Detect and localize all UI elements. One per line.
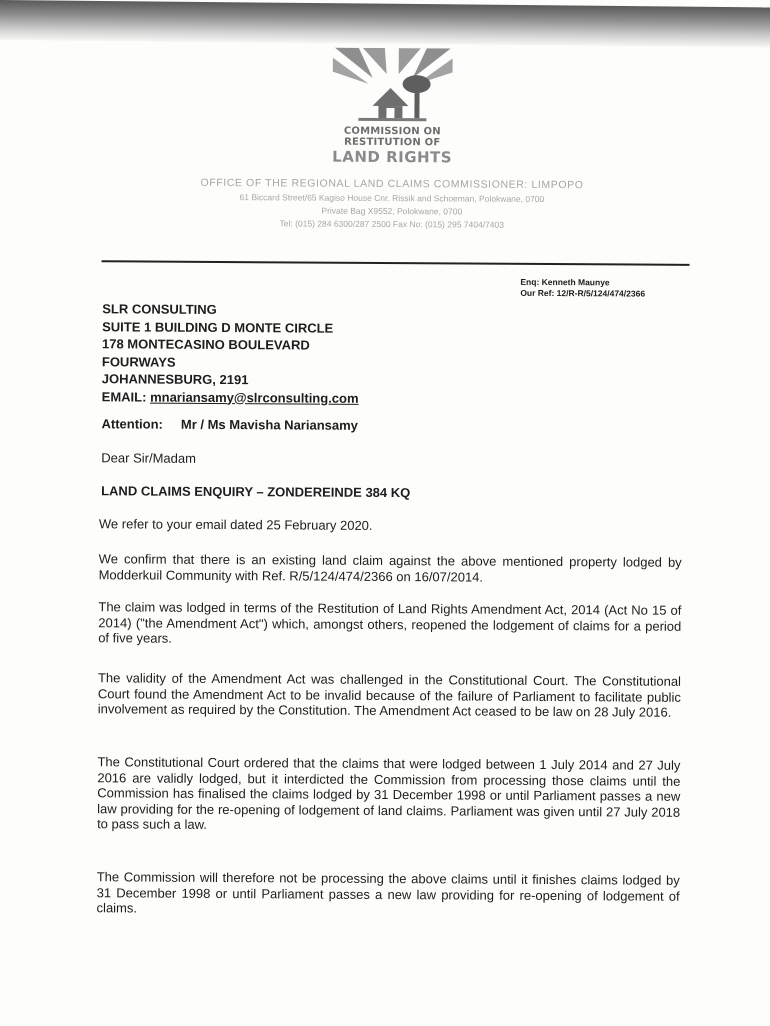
logo-text-commission: COMMISSION ON RESTITUTION OF xyxy=(343,125,441,149)
body-paragraph-2: We confirm that there is an existing land claim against the above mentioned property lodged by Modderkuil Community with Ref. R/5/124/474/2366 on 16/07/2014. xyxy=(98,551,682,585)
attention-line xyxy=(101,416,357,433)
recipient-email-row xyxy=(102,388,359,407)
body-paragraph-1: We refer to your email dated 25 February 2020. xyxy=(98,516,373,533)
office-postal-address: Private Bag X9552, Polokwane, 0700 xyxy=(321,205,463,217)
salutation: Dear Sir/Madam xyxy=(101,450,197,466)
body-paragraph-5: The Constitutional Court ordered that the claims that were lodged between 1 July 2014 and 27 July 2016 are validly lodged, but it interdicted the Commission from processing those claims until the Commission has finalised the claims lodged by 31 December 1998 or until Parliament passes a new law providing for the re-opening of lodgement of land claims. Parliament was given until 27 July 2018 to pass such a law. xyxy=(97,754,681,832)
recipient-email-link[interactable]: mnariansamy@slrconsulting.com xyxy=(150,389,359,406)
commission-logo xyxy=(322,48,463,169)
office-contact-numbers: Tel: (015) 284 6300/287 2500 Fax No: (015) 295 7404/7403 xyxy=(279,218,505,230)
body-paragraph-6: The Commission will therefore not be processing the above claims until it finishes claims lodged by 31 December 1998 or until Parliament passes a new law providing for re-opening of lodgement of claims. xyxy=(96,869,680,916)
reference-block xyxy=(520,277,645,300)
logo-text-land-rights: LAND RIGHTS xyxy=(332,147,453,167)
our-reference: Our Ref: 12/R-R/5/124/474/2366 xyxy=(520,287,646,299)
attention-label: Attention: xyxy=(101,416,163,432)
header-divider xyxy=(102,260,690,266)
email-label: EMAIL: xyxy=(101,388,147,405)
office-address: 61 Biccard Street/65 Kagiso House Cnr. Rissik and Schoeman, Polokwane, 0700 xyxy=(239,192,545,204)
enquiries-contact: Enq: Kenneth Maunye xyxy=(520,276,610,288)
recipient-address-line-2: 178 MONTECASINO BOULEVARD xyxy=(101,336,310,353)
body-paragraph-4: The validity of the Amendment Act was challenged in the Constitutional Court. The Constitutional Court found the Amendment Act to be invalid because of the failure of Parliament to facilitate public involvement as required by the Constitution. The Amendment Act ceased to be law on 28 July 2016. xyxy=(97,670,682,720)
recipient-address-line-1: SUITE 1 BUILDING D MONTE CIRCLE xyxy=(102,318,334,336)
recipient-company: SLR CONSULTING xyxy=(102,301,217,317)
office-header xyxy=(152,177,632,231)
land-rights-emblem-icon xyxy=(332,48,452,125)
letter-subject: LAND CLAIMS ENQUIRY – ZONDEREINDE 384 KQ xyxy=(101,483,411,501)
body-paragraph-3: The claim was lodged in terms of the Restitution of Land Rights Amendment Act, 2014 (Act No 15 of 2014) ("the Amendment Act") which, amongst others, reopened the lodgement of claims for a period of five years. xyxy=(98,599,682,646)
recipient-address xyxy=(102,300,360,407)
recipient-address-line-4: JOHANNESBURG, 2191 xyxy=(101,371,249,388)
recipient-address-line-3: FOURWAYS xyxy=(101,353,176,370)
office-title: OFFICE OF THE REGIONAL LAND CLAIMS COMMISSIONER: LIMPOPO xyxy=(200,176,584,192)
attention-name: Mr / Ms Mavisha Nariansamy xyxy=(180,416,358,433)
